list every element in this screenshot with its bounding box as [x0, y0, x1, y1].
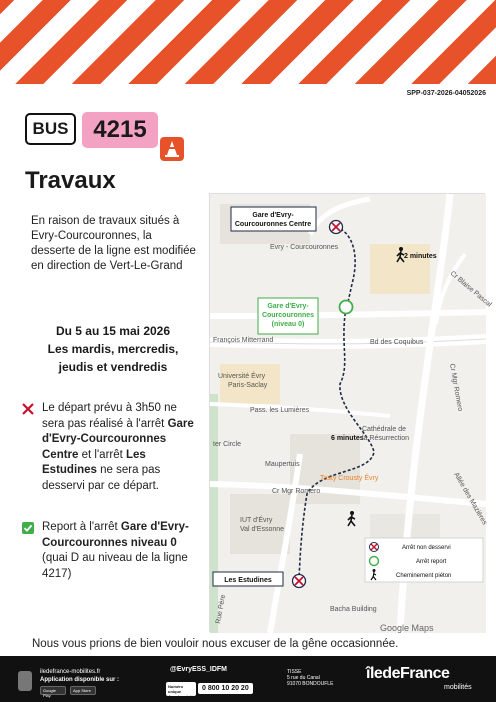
map-place-label: IUT d'Évry — [240, 517, 273, 524]
legend-report: Arrêt report — [416, 559, 447, 565]
detour-map — [209, 193, 493, 633]
map-street-label: François Mitterrand — [213, 337, 274, 344]
map-place-label: Université Évry — [218, 373, 266, 380]
map-street-label: Cr Mgr Romero — [272, 488, 321, 495]
brand-logo: îledeFrance — [366, 665, 450, 682]
map-street-label: Cr Mgr Romero — [448, 363, 464, 412]
cross-icon — [22, 403, 34, 415]
map-place-label: la Résurrection — [362, 435, 410, 442]
map-place-label: Cathédrale de — [362, 426, 406, 433]
legend-walk: Cheminement piéton — [396, 573, 452, 579]
notice-segment: et l'arrêt — [78, 448, 127, 461]
number-label-line: Appel gratuit — [168, 694, 193, 699]
notice-emphasis: Les Estudines — [42, 448, 146, 476]
brand-subtitle: mobilités — [444, 684, 472, 691]
map-street-label: Rue Père — [215, 594, 228, 625]
google-play-badge[interactable]: Google Play — [40, 686, 66, 695]
legend-not-served: Arrêt non desservi — [402, 545, 451, 551]
notice-segment: Le départ prévu à 3h50 ne sera pas réalisé à l'arrêt — [42, 402, 177, 430]
number-label — [166, 682, 196, 699]
construction-stripes — [0, 0, 496, 84]
notice-text — [42, 520, 202, 582]
walk-time-label: 6 minutes — [331, 435, 364, 442]
operator-line: TISSE — [287, 669, 302, 675]
line-number-badge: 4215 — [82, 112, 158, 148]
map-attribution: Google Maps — [380, 623, 434, 633]
notice-segment: Report à l'arrêt — [42, 521, 121, 533]
map-place-label: Tasty Crousty Évry — [320, 475, 379, 482]
map-street-label: Cr Blaise Pascal — [448, 270, 493, 309]
map-stop-label: Les Estudines — [224, 577, 272, 584]
map-place-label: Evry - Courcouronnes — [270, 244, 339, 251]
notice-segment: ne sera pas desservi par ce départ. — [42, 464, 161, 492]
notice-emphasis: Gare d'Evry-Courcouronnes Centre — [42, 417, 194, 461]
map-place-label: ter Circle — [213, 441, 242, 448]
notice-text — [42, 401, 202, 494]
dates-line: jeudis et vendredis — [58, 360, 168, 374]
intro-text: En raison de travaux situés à Evry-Courcouronnes, la desserte de la ligne est modifiée en direction de Vert-Le-Grand — [31, 215, 196, 272]
map-street-label: Allée des Mazières — [452, 471, 488, 527]
map-place-label: Val d'Essonne — [240, 526, 285, 533]
phone-app-icon — [18, 671, 32, 691]
operator-line: 91070 BONDOUFLE — [287, 681, 334, 687]
map-stop-label: (niveau 0) — [271, 321, 305, 328]
mode-badge: BUS — [25, 113, 76, 145]
map-stop-label: Courcouronnes Centre — [234, 221, 312, 228]
page-title: Travaux — [25, 167, 116, 194]
map-stop-label: Courcouronnes — [261, 312, 315, 319]
notice-segment: (quai D au niveau de la ligne 4217) — [42, 552, 188, 580]
map-stop-label: Gare d'Evry- — [252, 212, 294, 219]
notice-emphasis: Gare d'Evry-Courcouronnes niveau 0 — [42, 521, 189, 549]
apology-note: Nous vous prions de bien vouloir nous excuser de la gêne occasionnée. — [32, 638, 399, 650]
footer-site-link[interactable]: iledefrance-mobilites.fr — [40, 669, 101, 675]
reference-code: SPP-037-2026-04052026 — [406, 90, 486, 97]
footer-bar — [0, 656, 496, 702]
check-icon — [22, 522, 34, 534]
social-handle[interactable]: @EvryESS_IDFM — [170, 666, 228, 673]
map-place-label: Paris-Saclay — [228, 382, 268, 389]
notice-report — [22, 520, 202, 582]
dates-line: Du 5 au 15 mai 2026 — [55, 324, 171, 338]
traffic-cone-icon — [160, 137, 184, 161]
phone-number[interactable]: 0 800 10 20 20 — [198, 683, 253, 694]
map-place-label: Bacha Building — [330, 606, 377, 613]
map-street-label: Bd des Coquibus — [370, 339, 424, 346]
number-label-line: Numéro unique — [168, 684, 184, 694]
dates-line: Les mardis, mercredis, — [47, 342, 179, 356]
dates-block — [28, 322, 198, 376]
notice-cancelled — [22, 401, 202, 494]
map-street-label: Pass. les Lumières — [250, 407, 310, 414]
map-place-label: Maupertuis — [265, 461, 300, 468]
operator-line: 5 rue du Canal — [287, 675, 320, 681]
app-store-badge[interactable]: App Store — [70, 686, 96, 695]
operator-address — [287, 669, 333, 687]
app-download-label: Application disponible sur : — [40, 677, 120, 683]
map-stop-label: Gare d'Evry- — [267, 303, 309, 310]
walk-time-label: 2 minutes — [404, 253, 437, 260]
